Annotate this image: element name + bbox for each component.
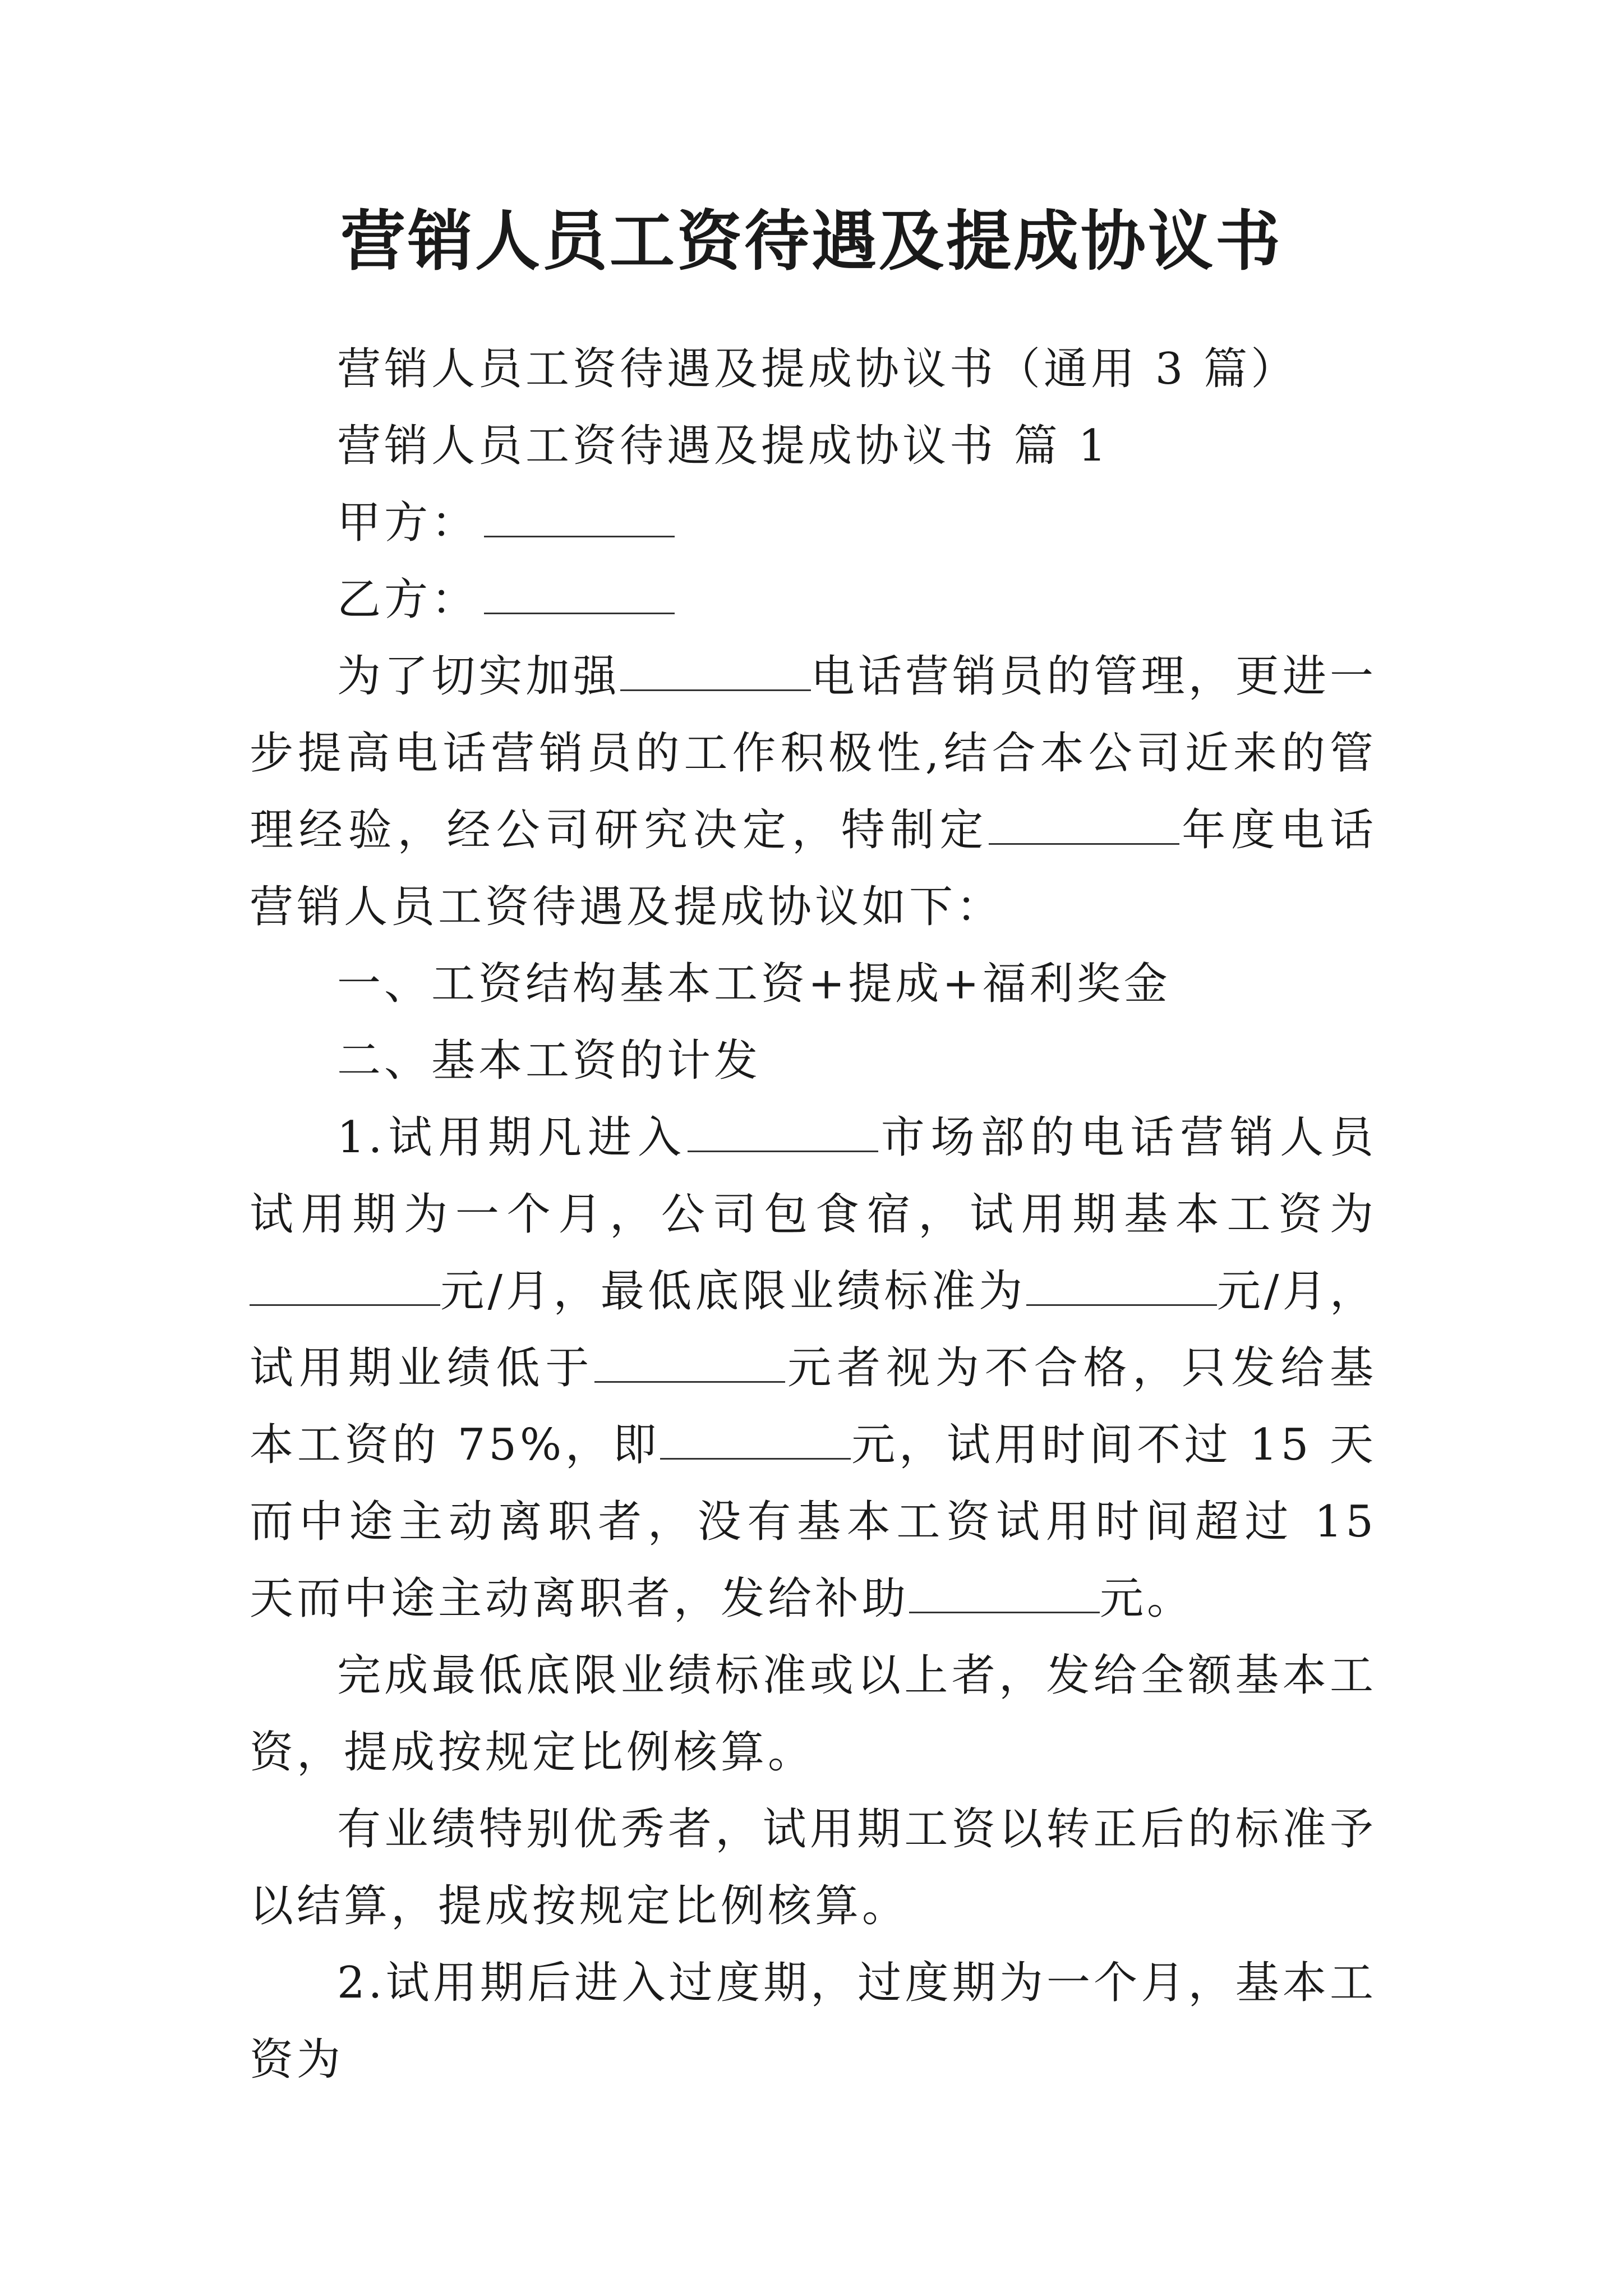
party-b-label: 乙方： xyxy=(337,574,479,625)
fail-threshold-blank xyxy=(594,1342,785,1383)
section-2 xyxy=(250,1023,1377,1099)
party-b-line xyxy=(250,562,1377,638)
party-a-blank xyxy=(484,496,675,537)
item-1-text-e: 元者视为不合格，只发给基本工资的 75%，即 xyxy=(250,1343,1377,1470)
subtitle xyxy=(250,331,1377,408)
reduced-salary-blank xyxy=(660,1419,851,1460)
item-1-text-a: 1.试用期凡进入 xyxy=(337,1112,688,1163)
complete-text: 完成最低底限业绩标准或以上者，发给全额基本工资，提成按规定比例核算。 xyxy=(250,1650,1377,1778)
section-2-text: 二、基本工资的计发 xyxy=(337,1036,762,1086)
part-heading xyxy=(250,408,1377,485)
section-1-text: 一、工资结构基本工资+提成+福利奖金 xyxy=(337,959,1171,1009)
item-1-text-g: 元。 xyxy=(1100,1573,1195,1624)
base-salary-blank xyxy=(250,1265,440,1306)
intro-text-2: 电话营销员的管理，更进一步提高电话营销员的工作积极性,结合本公司近来的管理经验，经公司研究决定，特制定 xyxy=(250,651,1377,855)
item-1-text-f: 元，试用时间不过 15 天而中途主动离职者，没有基本工资试用时间超过 15 天而中途主动离职者，发给补助 xyxy=(250,1420,1377,1624)
intro-text-1: 为了切实加强 xyxy=(337,651,620,702)
item-1-text-d: 元/月，试用期业绩低于 xyxy=(250,1266,1377,1393)
document-title: 营销人员工资待遇及提成协议书 xyxy=(340,203,1283,279)
intro-text-3: 年度电话营销人员工资待遇及提成协议如下： xyxy=(250,805,1377,932)
year-blank xyxy=(989,804,1179,845)
party-a-label: 甲方： xyxy=(337,498,479,548)
item-1-text-c: 元/月，最低底限业绩标准为 xyxy=(440,1266,1026,1317)
party-a-line xyxy=(250,485,1377,562)
company-name-blank xyxy=(620,650,811,691)
complete-paragraph xyxy=(250,1637,1377,1791)
intro-paragraph xyxy=(250,638,1377,946)
company-blank-2 xyxy=(688,1111,878,1152)
section-1 xyxy=(250,946,1377,1023)
party-b-blank xyxy=(484,573,675,614)
excellent-paragraph xyxy=(250,1791,1377,1945)
part-heading-text: 营销人员工资待遇及提成协议书 篇 1 xyxy=(337,421,1110,471)
excellent-text: 有业绩特别优秀者，试用期工资以转正后的标准予以结算，提成按规定比例核算。 xyxy=(250,1804,1377,1931)
document-body xyxy=(250,331,1377,2099)
item-1-text-b: 市场部的电话营销人员试用期为一个月，公司包食宿，试用期基本工资为 xyxy=(250,1112,1377,1240)
subtitle-text: 营销人员工资待遇及提成协议书（通用 3 篇） xyxy=(337,344,1298,394)
item-2-text: 2.试用期后进入过度期，过度期为一个月，基本工资为 xyxy=(250,1958,1377,2085)
item-1-paragraph xyxy=(250,1099,1377,1637)
item-2-paragraph xyxy=(250,1945,1377,2099)
subsidy-blank xyxy=(909,1572,1100,1613)
min-target-blank xyxy=(1026,1265,1217,1306)
